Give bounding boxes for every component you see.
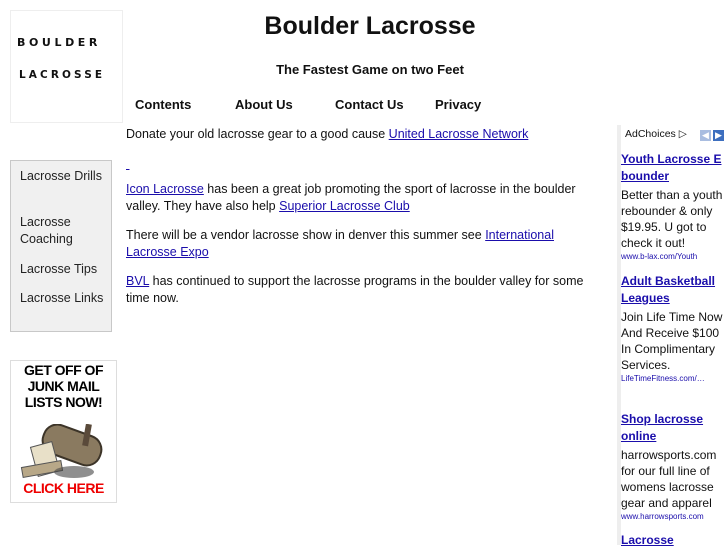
- ad-column: [617, 125, 727, 545]
- ad-description: harrowsports.com for our full line of womens lacrosse gear and apparel: [621, 448, 717, 510]
- banner-cta: CLICK HERE: [23, 480, 104, 496]
- decorative-dot: [616, 63, 621, 68]
- united-lacrosse-network-link[interactable]: United Lacrosse Network: [388, 127, 529, 141]
- adchoices-label[interactable]: [625, 128, 687, 140]
- empty-link[interactable]: [126, 157, 129, 171]
- sidebar-item-lacrosse-drills[interactable]: Lacrosse Drills: [20, 169, 102, 183]
- paragraph-donate: [126, 126, 601, 143]
- empty-link-paragraph: [126, 159, 601, 169]
- ad-title[interactable]: Shop lacrosse online: [621, 412, 704, 443]
- ad-pager: [698, 127, 724, 141]
- ad-item[interactable]: [621, 151, 725, 261]
- icon-lacrosse-text: has been a great job promoting the sport of lacrosse in the boulder valley. They have also help: [126, 182, 576, 213]
- tagline: The Fastest Game on two Feet: [276, 62, 464, 77]
- ad-url[interactable]: www.b-lax.com/Youth: [621, 252, 698, 261]
- logo-line-lacrosse: LACROSSE: [19, 69, 106, 81]
- ad-url[interactable]: www.harrowsports.com: [621, 512, 704, 521]
- icon-lacrosse-link[interactable]: Icon Lacrosse: [126, 182, 204, 196]
- superior-lacrosse-club-link[interactable]: Superior Lacrosse Club: [279, 199, 410, 213]
- bvl-text: has continued to support the lacrosse programs in the boulder valley for some time now.: [126, 274, 584, 305]
- nav-contents[interactable]: Contents: [135, 97, 192, 112]
- ad-item[interactable]: [621, 532, 725, 549]
- donate-text: Donate your old lacrosse gear to a good cause: [126, 127, 389, 141]
- ad-next-icon[interactable]: ▶: [713, 130, 724, 141]
- ad-description: Better than a youth rebounder & only $19.95. U got to check it out!: [621, 188, 723, 250]
- ad-title[interactable]: Lacrosse: [621, 533, 674, 547]
- banner-headline: GET OFF OF JUNK MAIL LISTS NOW!: [24, 362, 103, 410]
- mailbox-icon: [14, 424, 114, 484]
- paragraph-icon-lacrosse: [126, 181, 601, 215]
- paragraph-vendor-show: [126, 227, 601, 261]
- page-title: Boulder Lacrosse: [264, 12, 476, 40]
- sidebar-nav: [10, 160, 112, 332]
- ad-description: Join Life Time Now And Receive $100 In Complimentary Services.: [621, 310, 723, 372]
- international-lacrosse-expo-link[interactable]: International Lacrosse Expo: [126, 228, 554, 259]
- vendor-show-text: There will be a vendor lacrosse show in denver this summer see: [126, 228, 486, 242]
- paragraph-bvl: [126, 273, 601, 307]
- nav-privacy[interactable]: Privacy: [435, 97, 482, 112]
- ad-item[interactable]: [621, 273, 725, 383]
- adchoices-text: AdChoices: [625, 128, 676, 140]
- sidebar-item-lacrosse-coaching[interactable]: Lacrosse Coaching: [20, 215, 73, 246]
- ad-url[interactable]: LifeTimeFitness.com/…: [621, 374, 705, 383]
- sidebar-item-lacrosse-tips[interactable]: Lacrosse Tips: [20, 262, 98, 276]
- ad-item[interactable]: [621, 411, 725, 521]
- logo-line-boulder: BOULDER: [17, 36, 101, 49]
- ad-title[interactable]: Adult Basketball Leagues: [621, 274, 716, 305]
- adchoices-icon: ▷: [678, 128, 687, 140]
- nav-contact-us[interactable]: Contact Us: [335, 97, 404, 112]
- nav-about-us[interactable]: About Us: [235, 97, 293, 112]
- ad-title[interactable]: Youth Lacrosse E bounder: [621, 152, 722, 183]
- main-content: [126, 126, 601, 307]
- ad-prev-icon[interactable]: ◀: [700, 130, 711, 141]
- sidebar-item-lacrosse-links[interactable]: Lacrosse Links: [20, 291, 104, 305]
- junk-mail-banner-ad[interactable]: [10, 360, 117, 503]
- bvl-link[interactable]: BVL: [126, 274, 150, 288]
